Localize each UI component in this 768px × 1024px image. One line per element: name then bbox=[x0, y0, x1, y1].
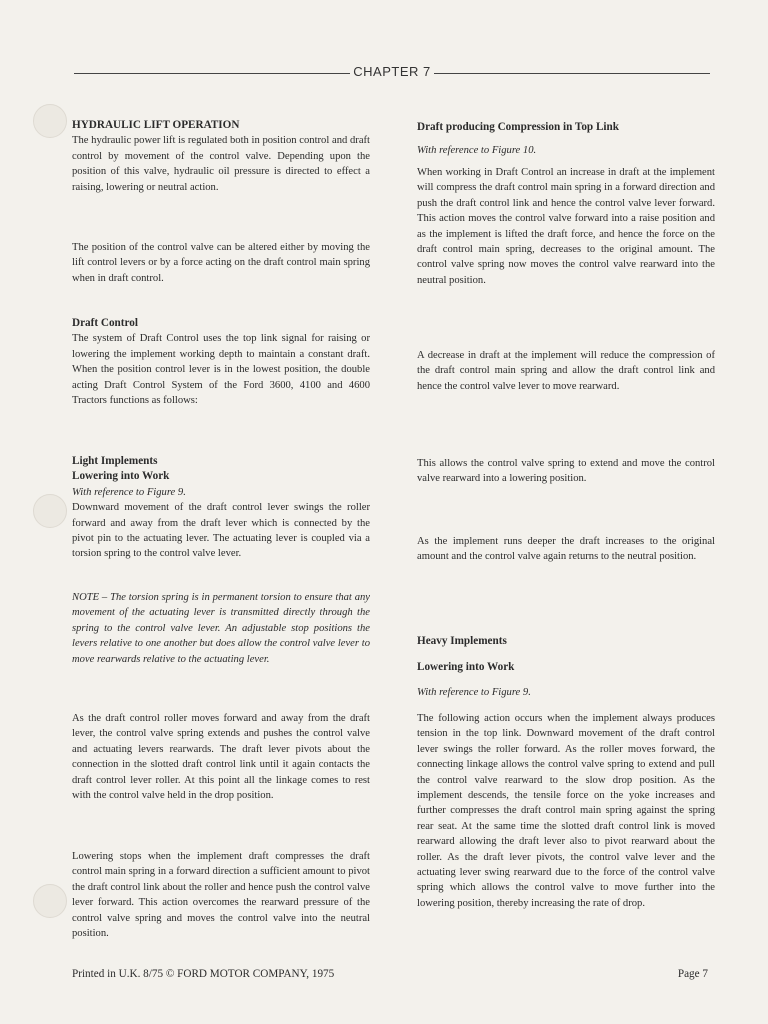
draft-paragraph: The system of Draft Control uses the top link signal for raising or lowering the implement working depth to maintain a constant draft. When the position control lever is in the lowest position, the double acting Draft Control System of the Ford 3600, 4100 and 4600 Tractors functions as follows: bbox=[72, 333, 370, 407]
header-rule-right bbox=[434, 73, 710, 74]
light-implements-section bbox=[72, 454, 370, 562]
binder-hole-top bbox=[33, 104, 67, 138]
footer-page-number: Page 7 bbox=[677, 968, 708, 980]
chapter-heading: CHAPTER 7 bbox=[353, 64, 431, 79]
light-paragraph-3: Lowering stops when the implement draft compresses the draft control main spring in a forward direction a sufficient amount to pivot the draft control link about the roller and hence push the control valve lever forward. This action overcomes the rearward pressure of the control valve spring and moves the control valve into the neutral position. bbox=[72, 851, 370, 940]
hydraulic-paragraph-1: The hydraulic power lift is regulated both in position control and draft control by movement of the control valve. Depending upon the position of this valve, hydraulic oil pressure is directed to effect a raising, lowering or neutral action. bbox=[72, 135, 370, 193]
binder-hole-bottom bbox=[33, 884, 67, 918]
footer-printed: Printed in U.K. 8/75 © FORD MOTOR COMPANY, 1975 bbox=[72, 968, 335, 980]
figure-reference: With reference to Figure 9. bbox=[72, 486, 186, 498]
figure-reference: With reference to Figure 9. bbox=[417, 687, 531, 698]
light-paragraph-1: Downward movement of the draft control lever swings the roller forward and away from the draft lever which is connected by the pivot pin to the actuating lever. The actuating lever is coupled via a torsion spring to the control valve lever. bbox=[72, 502, 370, 560]
lowering-title: Lowering into Work bbox=[72, 470, 170, 483]
compression-title: Draft producing Compression in Top Link bbox=[417, 121, 619, 133]
heavy-implements-title: Heavy Implements bbox=[417, 635, 507, 647]
compression-section bbox=[417, 120, 715, 135]
light-implements-title: Light Implements bbox=[72, 455, 158, 467]
lowering-title: Lowering into Work bbox=[417, 661, 515, 673]
figure-reference: With reference to Figure 10. bbox=[417, 145, 537, 156]
compression-paragraph-1: When working in Draft Control an increase in draft at the implement will compress the draft control main spring in a forward direction and push the draft control link and hence the control valve lever forward. This action moves the control valve forward into a raise position and as the implement is lifted the draft force, and hence the force on the draft control main spring, decreases to the original amount. The control valve spring now moves the control valve rearward into the neutral position. bbox=[417, 167, 715, 286]
header-rule-left bbox=[74, 73, 350, 74]
hydraulic-title: HYDRAULIC LIFT OPERATION bbox=[72, 119, 240, 131]
binder-hole-middle bbox=[33, 494, 67, 528]
hydraulic-paragraph-2: The position of the control valve can be altered either by moving the lift control levers or by a force acting on the draft control main spring when in draft control. bbox=[72, 242, 370, 284]
compression-paragraph-3: This allows the control valve spring to extend and move the control valve rearward into a lowering position. bbox=[417, 458, 715, 485]
note-paragraph: NOTE – The torsion spring is in permanent torsion to ensure that any movement of the actuating lever is transmitted directly through the spring to the control valve lever. An adjustable stop positions the levers relative to one another but does allow the control valve lever to move rearwards relative to the actuating lever. bbox=[72, 592, 370, 665]
compression-paragraph-4: As the implement runs deeper the draft increases to the original amount and the control valve again returns to the neutral position. bbox=[417, 536, 715, 563]
compression-paragraph-2: A decrease in draft at the implement will reduce the compression of the draft control main spring and allow the draft control link and hence the control valve lever to move rearward. bbox=[417, 350, 715, 392]
heavy-implements-section bbox=[417, 634, 715, 649]
heavy-paragraph: The following action occurs when the implement always produces tension in the top link. Downward movement of the draft control lever swings the roller forward. As the roller moves forward, the connecting linkage allows the control valve spring to extend and pull the control valve rearward to the slow drop position. As the implement descends, the tensile force on the yoke increases and further compresses the draft control main spring against the spring rear seat. At the same time the slotted draft control link is moved rearward allowing the draft lever also to pivot rearward about the roller. As the draft lever pivots, the control valve lever and the actuating lever swing rearward due to the force of the control valve spring which allows the control valve to move further into the lowering position, thereby increasing the rate of drop. bbox=[417, 713, 715, 909]
light-paragraph-2: As the draft control roller moves forward and away from the draft lever, the control valve spring extends and pushes the control valve and actuating levers rearwards. The draft lever pivots about the connection in the slotted draft control link until it again contacts the draft control lever roller. At this point all the linkage comes to rest with the control valve held in the drop position. bbox=[72, 713, 370, 802]
hydraulic-section bbox=[72, 118, 370, 195]
draft-title: Draft Control bbox=[72, 317, 138, 329]
draft-section bbox=[72, 316, 370, 408]
